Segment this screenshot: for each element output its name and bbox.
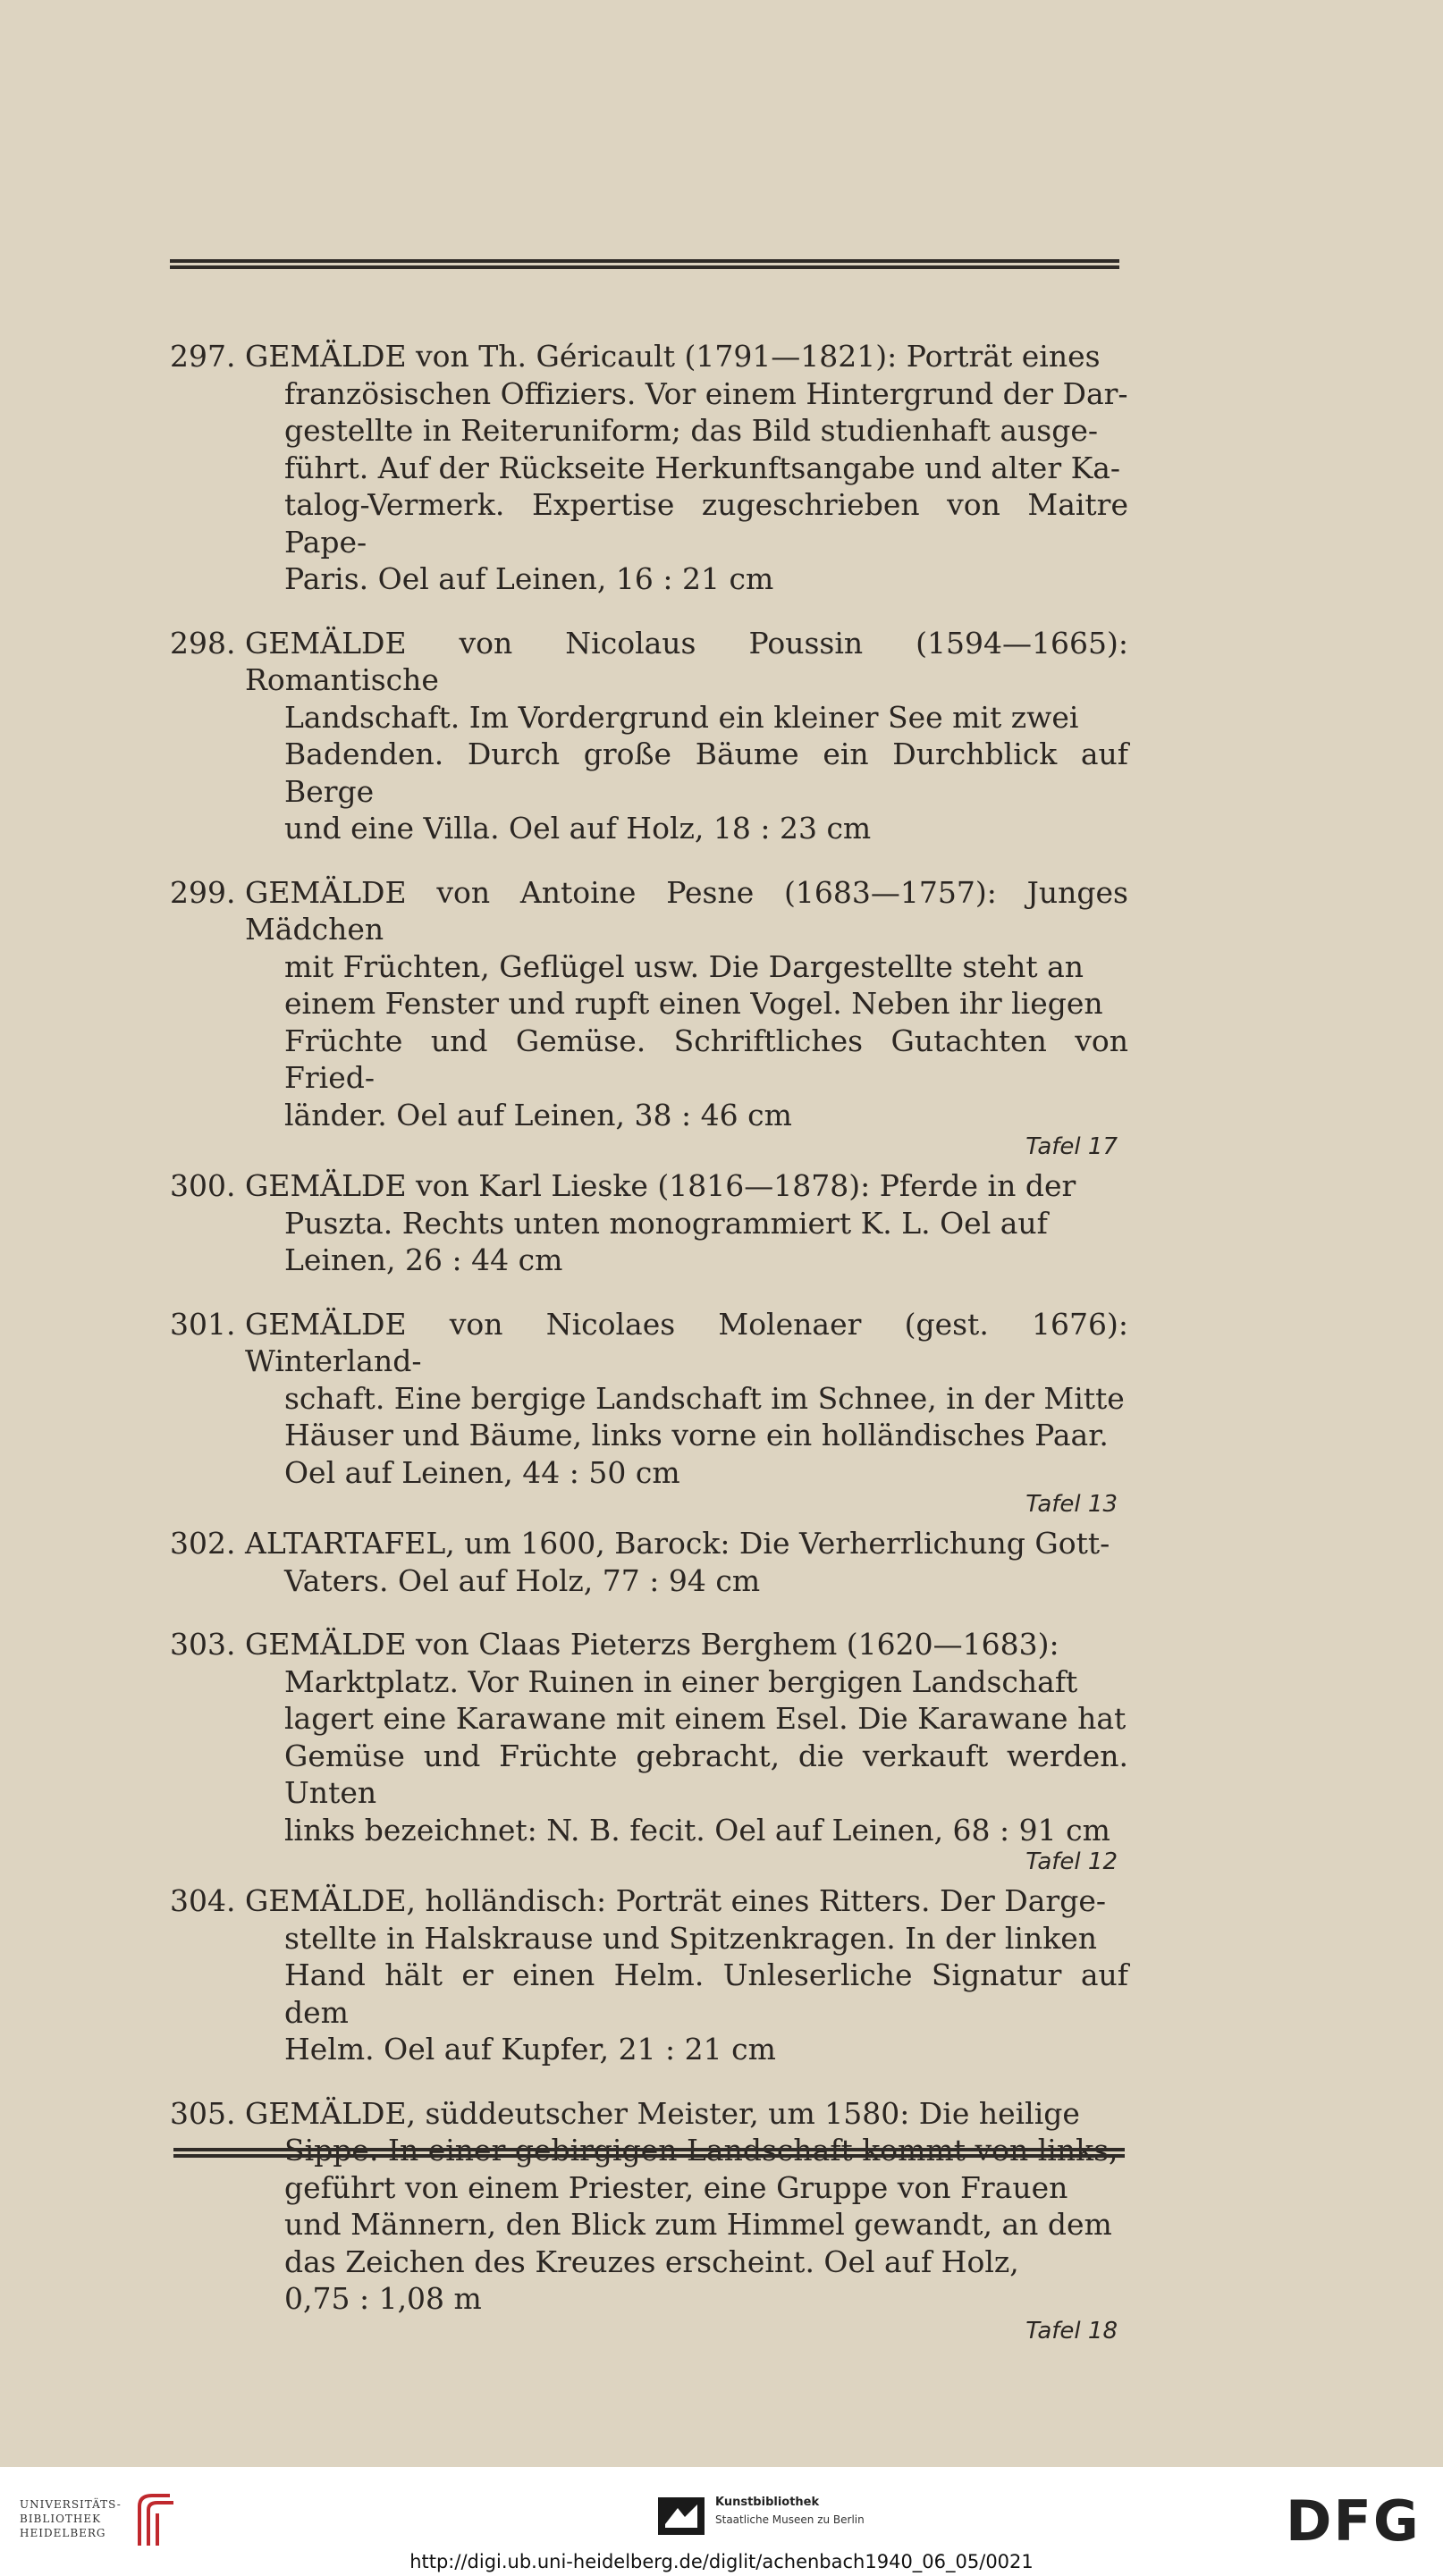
- entry-description: [245, 338, 1128, 598]
- entry-description: [245, 1167, 1128, 1279]
- entry-line: Vaters. Oel auf Holz, 77 : 94 cm: [284, 1562, 761, 1598]
- entry-line: einem Fenster und rupft einen Vogel. Neben ihr liegen: [284, 986, 1103, 1021]
- catalog-entry: [170, 1525, 1128, 1599]
- entry-line: GEMÄLDE, süddeutscher Meister, um 1580: Die heilige: [245, 2095, 1080, 2131]
- catalog-entry: [170, 1167, 1128, 1279]
- dfg-logo[interactable]: DFG: [1286, 2488, 1421, 2554]
- heidelberg-emblem-icon: [134, 2490, 177, 2553]
- plate-reference: Tafel 12: [1025, 1848, 1118, 1875]
- source-url[interactable]: http://digi.ub.uni-heidelberg.de/diglit/achenbach1940_06_05/0021: [409, 2551, 1034, 2572]
- footer-bar: [0, 2467, 1443, 2576]
- uni-line-2: BIBLIOTHEK: [20, 2513, 102, 2525]
- catalog-entry: [170, 625, 1128, 847]
- entry-number: 305.: [170, 2095, 236, 2131]
- entry-line: GEMÄLDE von Claas Pieterzs Berghem (1620—1683):: [245, 1627, 1059, 1662]
- entry-line: lagert eine Karawane mit einem Esel. Die Karawane hat: [284, 1701, 1127, 1736]
- uni-line-1: UNIVERSITÄTS-: [20, 2498, 122, 2511]
- entry-line: mit Früchten, Geflügel usw. Die Dargestellte steht an: [284, 948, 1084, 984]
- entry-line: und eine Villa. Oel auf Holz, 18 : 23 cm: [284, 811, 872, 846]
- entry-number: 304.: [170, 1883, 236, 1918]
- entry-line: GEMÄLDE von Nicolaes Molenaer (gest. 1676): Winterland-: [245, 1306, 1128, 1378]
- entry-line: ALTARTAFEL, um 1600, Barock: Die Verherrlichung Gott-: [245, 1526, 1110, 1561]
- entry-description: [245, 1882, 1128, 2068]
- plate-reference: Tafel 18: [1025, 2317, 1118, 2344]
- entry-number: 298.: [170, 625, 236, 661]
- catalog-entry: [170, 1882, 1128, 2068]
- entry-line: Gemüse und Früchte gebracht, die verkauft werden. Unten: [284, 1738, 1128, 1810]
- uni-line-3: HEIDELBERG: [20, 2527, 106, 2539]
- entry-number: 299.: [170, 874, 236, 910]
- entry-description: [245, 1626, 1128, 1848]
- entry-line: französischen Offiziers. Vor einem Hintergrund der Dar-: [284, 375, 1128, 411]
- entry-line: Helm. Oel auf Kupfer, 21 : 21 cm: [284, 2032, 776, 2067]
- entry-line: Oel auf Leinen, 44 : 50 cm: [284, 1454, 680, 1490]
- entry-line: Leinen, 26 : 44 cm: [284, 1242, 563, 1277]
- plate-reference: Tafel 13: [1025, 1491, 1118, 1518]
- entry-line: 0,75 : 1,08 m: [284, 2281, 482, 2316]
- entry-line: länder. Oel auf Leinen, 38 : 46 cm: [284, 1097, 792, 1132]
- entry-line: geführt von einem Priester, eine Gruppe von Frauen: [284, 2169, 1068, 2205]
- entry-description: [245, 1306, 1128, 1492]
- kunstbibliothek-subtitle: Staatliche Museen zu Berlin: [715, 2513, 865, 2526]
- catalog-entry: [170, 874, 1128, 1163]
- entry-line: das Zeichen des Kreuzes erscheint. Oel auf Holz,: [284, 2243, 1019, 2279]
- catalog-entry: [170, 338, 1128, 598]
- entry-line: Früchte und Gemüse. Schriftliches Gutachten von Fried-: [284, 1023, 1128, 1095]
- entry-line: Badenden. Durch große Bäume ein Durchblick auf Berge: [284, 737, 1128, 809]
- entry-number: 301.: [170, 1306, 236, 1342]
- entry-line: stellte in Halskrause und Spitzenkragen. In der linken: [284, 1920, 1098, 1956]
- entry-line: GEMÄLDE von Antoine Pesne (1683—1757): Junges Mädchen: [245, 874, 1128, 947]
- entry-number: 297.: [170, 339, 236, 374]
- entry-line: GEMÄLDE von Karl Lieske (1816—1878): Pferde in der: [245, 1168, 1076, 1203]
- entry-line: Paris. Oel auf Leinen, 16 : 21 cm: [284, 561, 774, 596]
- entry-line: GEMÄLDE von Th. Géricault (1791—1821): Porträt eines: [245, 339, 1101, 374]
- kunstbibliothek-name: Kunstbibliothek: [715, 2496, 820, 2509]
- entry-number: 300.: [170, 1168, 236, 1203]
- catalog-entry: [170, 1626, 1128, 1877]
- heidelberg-university-library-logo[interactable]: [20, 2487, 181, 2549]
- entry-line: GEMÄLDE, holländisch: Porträt eines Ritters. Der Darge-: [245, 1883, 1106, 1918]
- entry-description: [245, 625, 1128, 847]
- entry-description: [245, 2095, 1128, 2318]
- top-double-rule: [170, 259, 1119, 269]
- kunstbibliothek-emblem-icon: [658, 2497, 705, 2535]
- catalog-entry: [170, 1306, 1128, 1520]
- entry-line: Hand hält er einen Helm. Unleserliche Signatur auf dem: [284, 1957, 1128, 2030]
- entry-line: führt. Auf der Rückseite Herkunftsangabe und alter Ka-: [284, 450, 1121, 485]
- plate-reference: Tafel 17: [1025, 1133, 1118, 1160]
- entry-description: [245, 874, 1128, 1134]
- entry-description: [245, 1525, 1128, 1599]
- entry-line: und Männern, den Blick zum Himmel gewandt, an dem: [284, 2207, 1112, 2242]
- catalog-entries: [170, 338, 1128, 2352]
- bottom-double-rule: [173, 2148, 1125, 2158]
- entry-line: GEMÄLDE von Nicolaus Poussin (1594—1665): Romantische: [245, 625, 1128, 697]
- entry-line: Marktplatz. Vor Ruinen in einer bergigen Landschaft: [284, 1663, 1078, 1699]
- entry-line: gestellte in Reiteruniform; das Bild studienhaft ausge-: [284, 413, 1099, 448]
- entry-line: links bezeichnet: N. B. fecit. Oel auf Leinen, 68 : 91 cm: [284, 1812, 1110, 1848]
- entry-line: Puszta. Rechts unten monogrammiert K. L. Oel auf: [284, 1205, 1048, 1241]
- entry-number: 302.: [170, 1526, 236, 1561]
- entry-line: schaft. Eine bergige Landschaft im Schnee, in der Mitte: [284, 1380, 1125, 1416]
- entry-line: Landschaft. Im Vordergrund ein kleiner See mit zwei: [284, 699, 1079, 735]
- catalog-entry: [170, 2095, 1128, 2346]
- entry-line: Häuser und Bäume, links vorne ein holländisches Paar.: [284, 1418, 1109, 1452]
- entry-number: 303.: [170, 1627, 236, 1662]
- entry-line: talog-Vermerk. Expertise zugeschrieben von Maitre Pape-: [284, 487, 1128, 560]
